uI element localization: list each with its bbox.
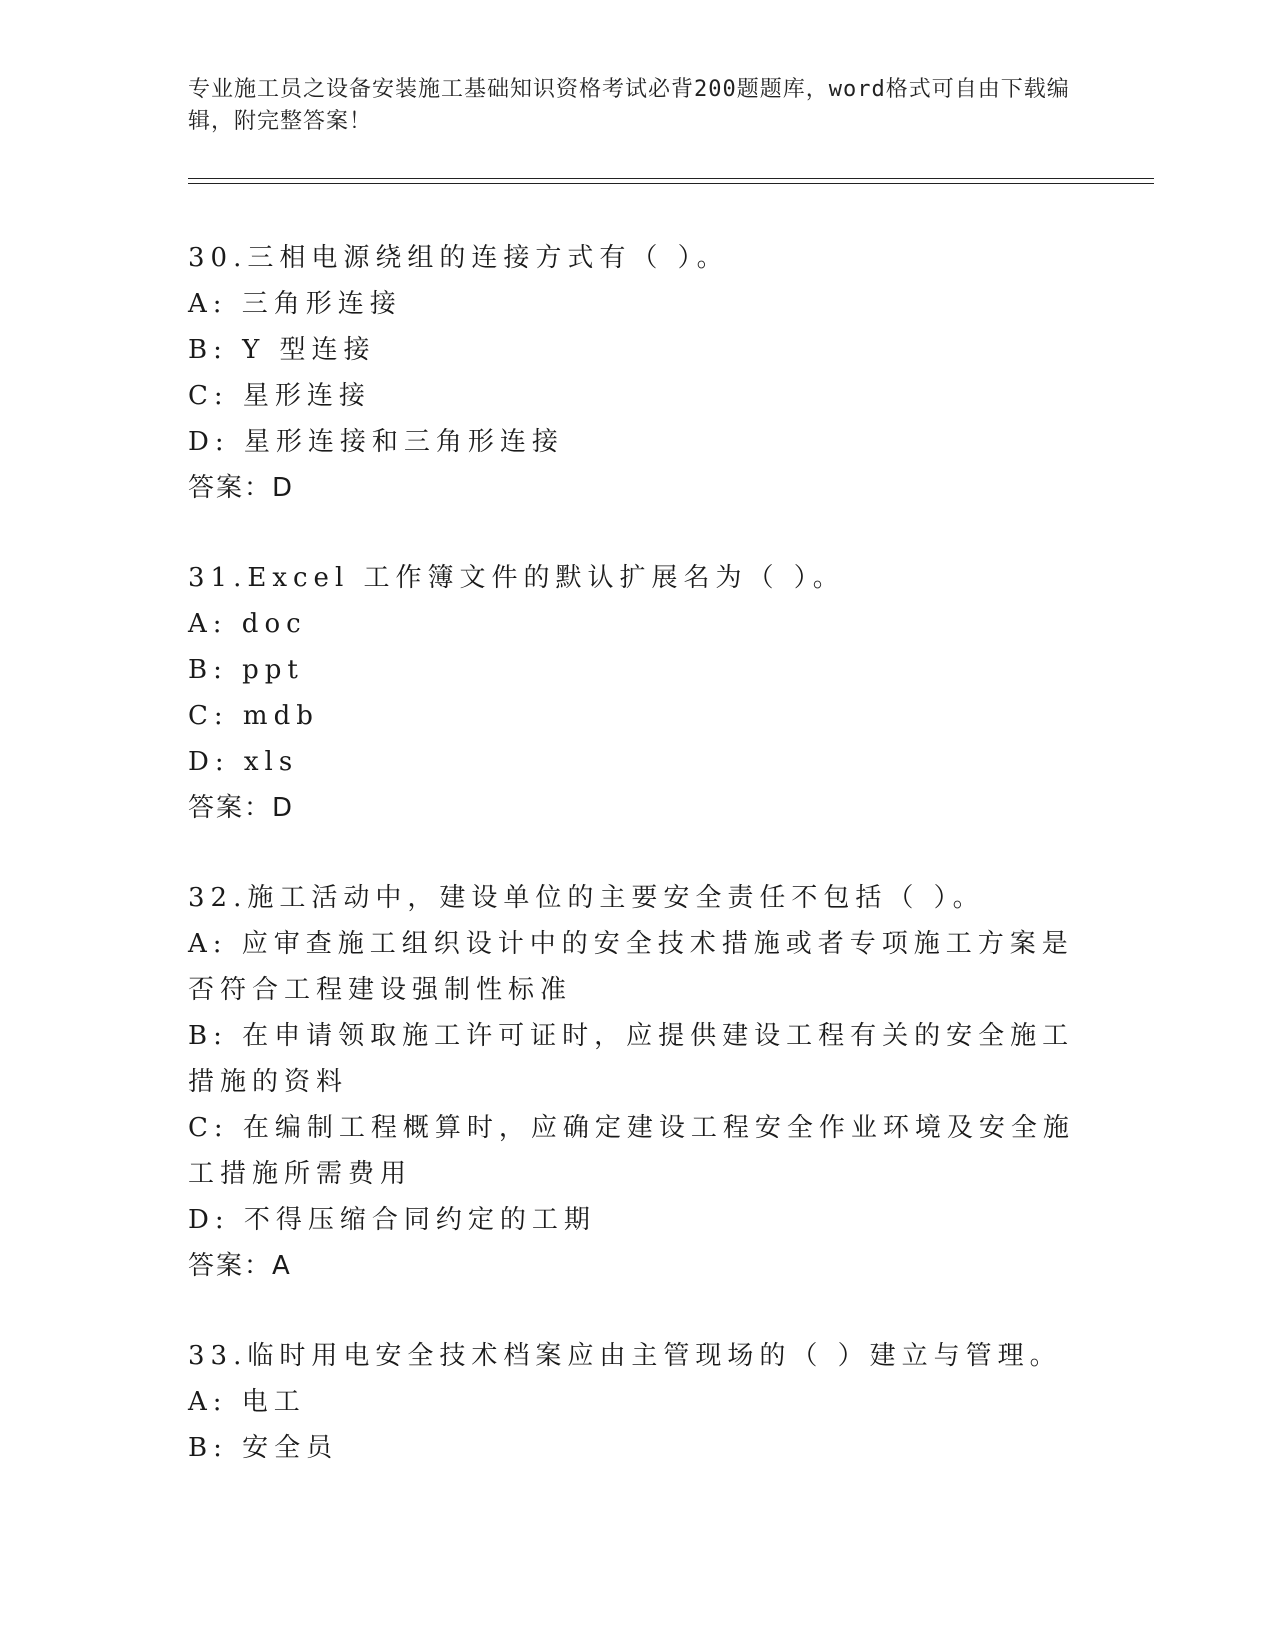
option-c: C: 在编制工程概算时，应确定建设工程安全作业环境及安全施工措施所需费用 — [188, 1113, 1075, 1189]
option-b: B: ppt — [188, 655, 304, 685]
question-stem: 32.施工活动中，建设单位的主要安全责任不包括（ ）。 — [188, 883, 985, 913]
header-divider-bottom — [188, 183, 1154, 184]
answer: 答案：A — [188, 1251, 292, 1281]
option-d: D: xls — [188, 747, 299, 777]
option-a: A: 三角形连接 — [188, 289, 402, 319]
option-c: C: 星形连接 — [188, 381, 371, 411]
question-stem: 31.Excel 工作簿文件的默认扩展名为（ ）。 — [188, 563, 845, 593]
answer: 答案：D — [188, 793, 295, 823]
question-32 — [188, 875, 1088, 1289]
option-a: A: 电工 — [188, 1387, 306, 1417]
option-c: C: mdb — [188, 701, 319, 731]
header-divider-top — [188, 178, 1154, 179]
question-list — [188, 235, 1088, 1515]
question-31 — [188, 555, 1088, 831]
option-d: D: 不得压缩合同约定的工期 — [188, 1205, 596, 1235]
answer: 答案：D — [188, 473, 295, 503]
question-33 — [188, 1333, 1088, 1471]
question-stem: 33.临时用电安全技术档案应由主管现场的（ ）建立与管理。 — [188, 1341, 1062, 1371]
document-header: 专业施工员之设备安装施工基础知识资格考试必背200题题库，word格式可自由下载编辑，附完整答案！ — [188, 77, 1070, 134]
question-stem: 30.三相电源绕组的连接方式有（ ）。 — [188, 243, 729, 273]
option-a: A: 应审查施工组织设计中的安全技术措施或者专项施工方案是否符合工程建设强制性标准 — [188, 929, 1074, 1005]
question-30 — [188, 235, 1088, 511]
option-b: B: 在申请领取施工许可证时，应提供建设工程有关的安全施工措施的资料 — [188, 1021, 1075, 1097]
option-a: A: doc — [188, 609, 307, 639]
option-b: B: Y 型连接 — [188, 335, 376, 365]
option-d: D: 星形连接和三角形连接 — [188, 427, 564, 457]
option-b: B: 安全员 — [188, 1433, 339, 1463]
